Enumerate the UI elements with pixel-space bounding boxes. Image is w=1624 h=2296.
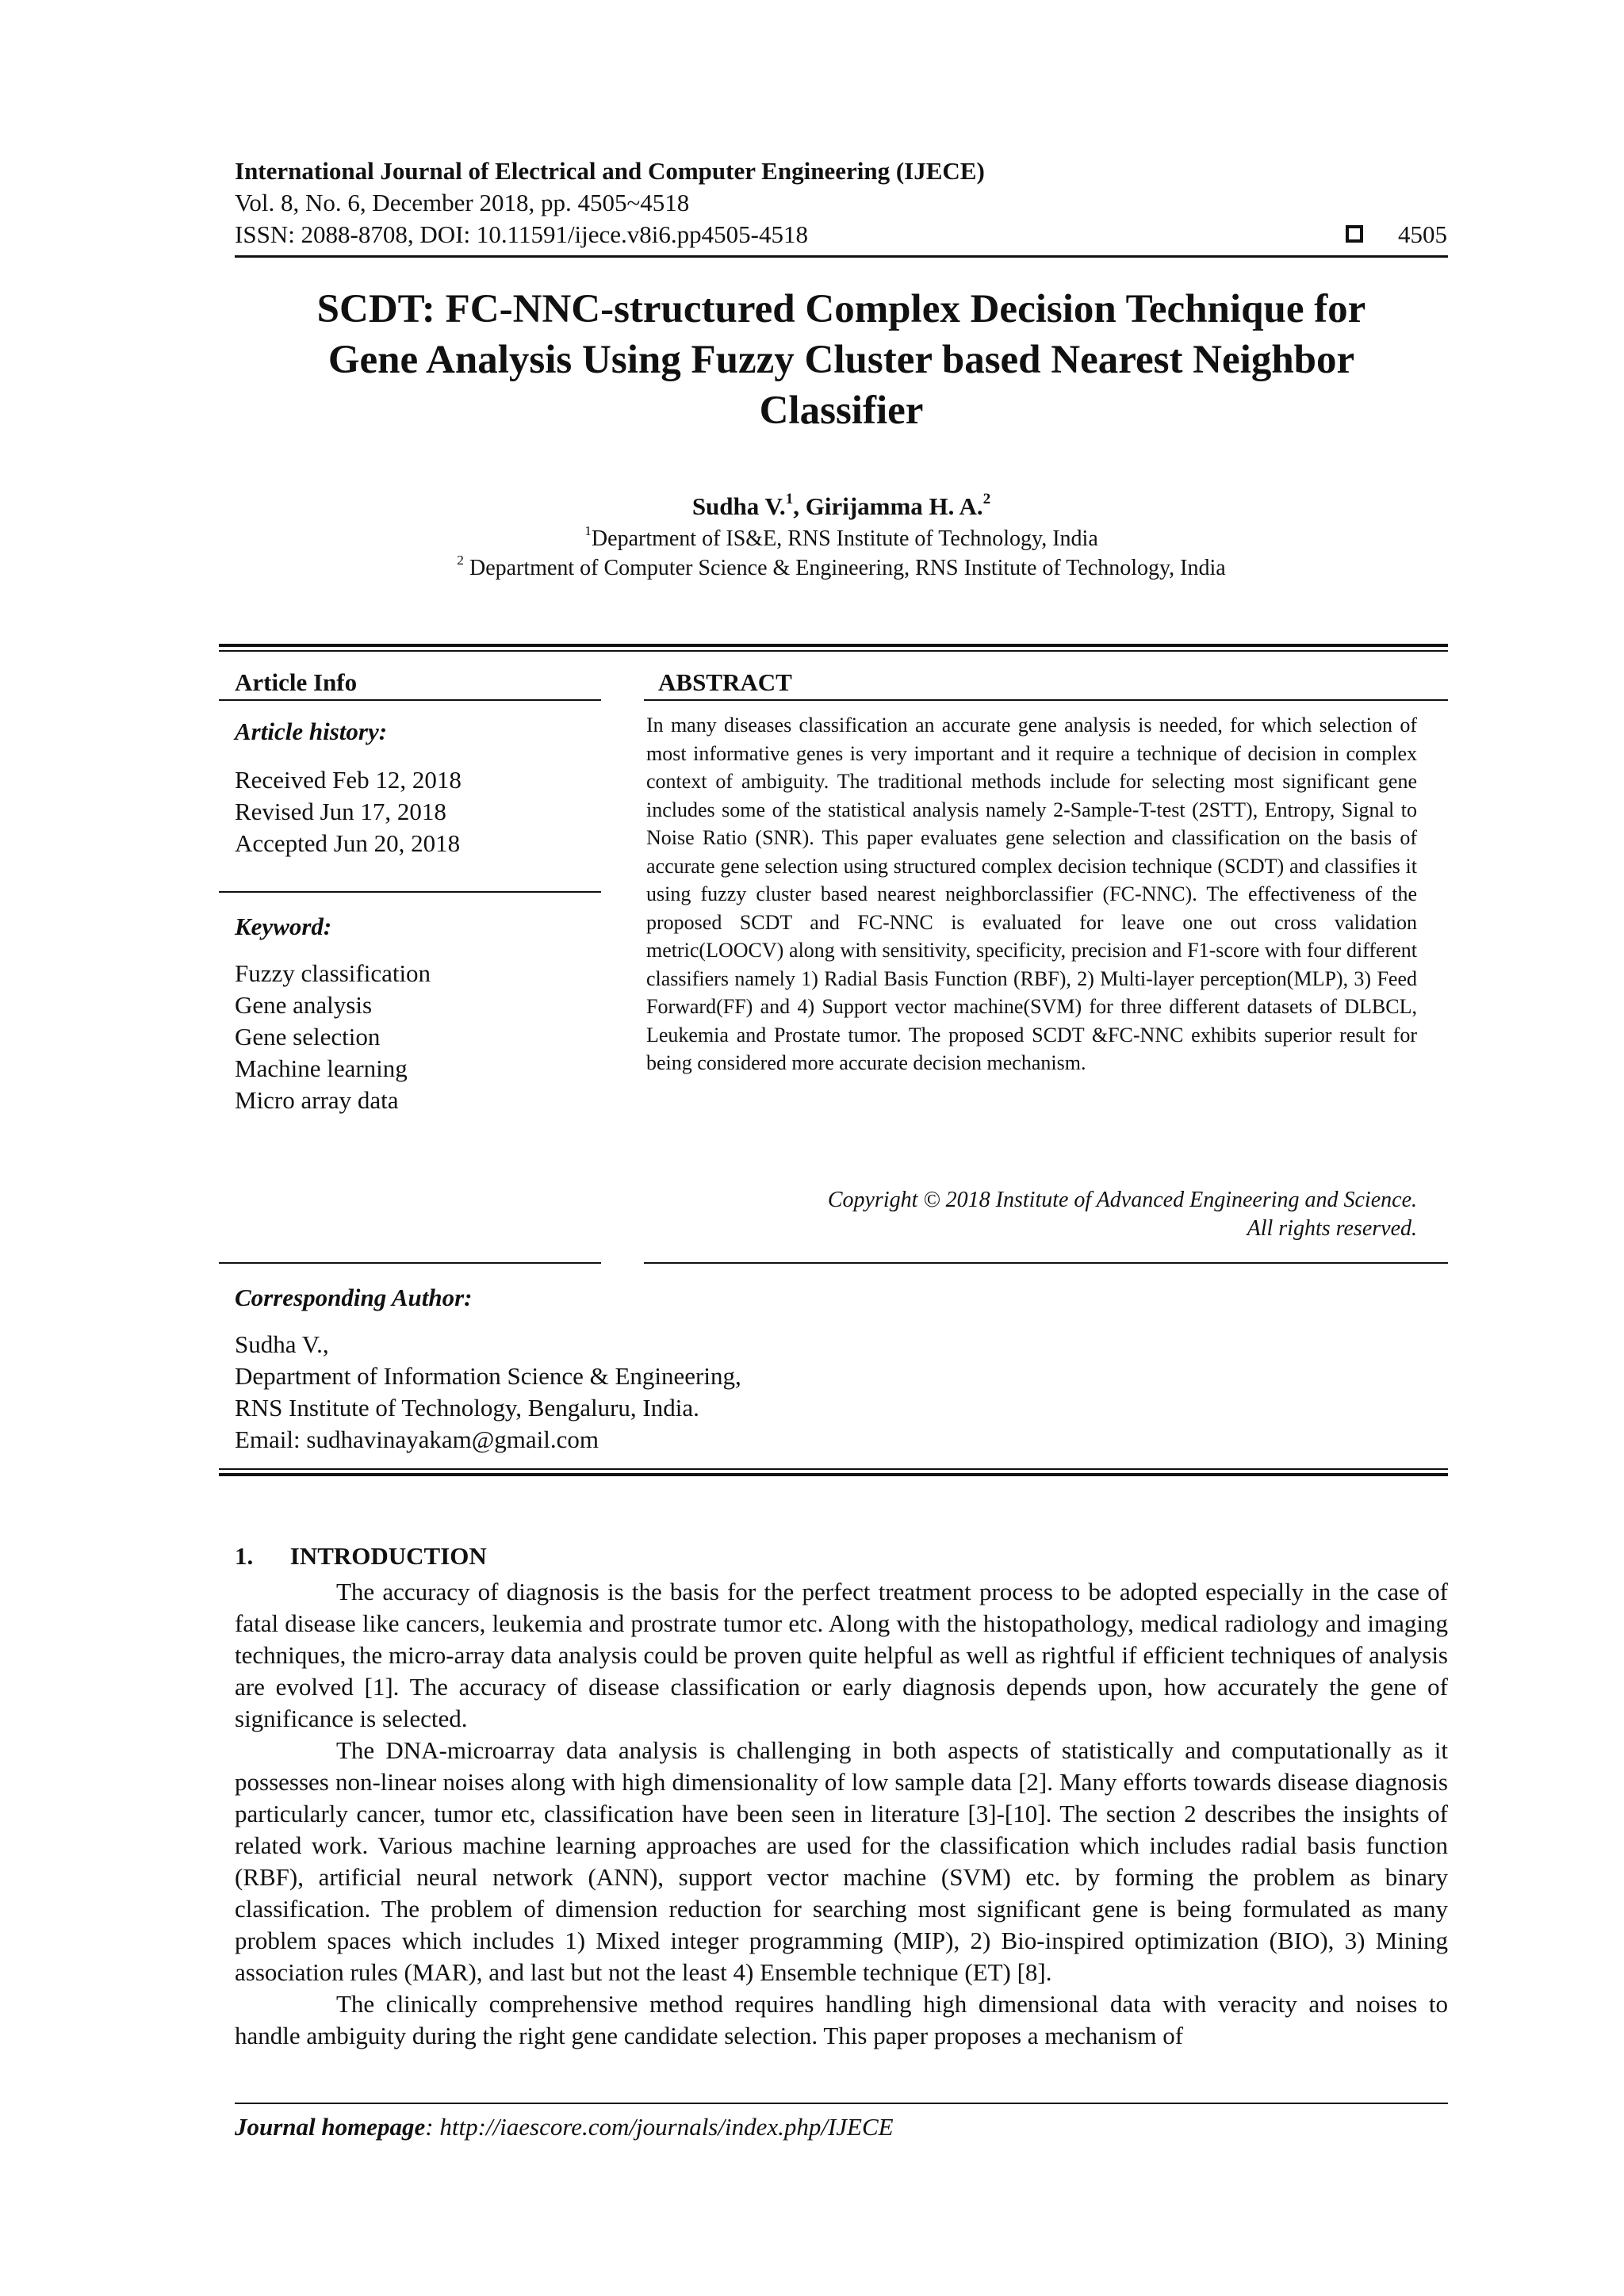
article-history [235, 764, 462, 859]
author-name: Girijamma H. A. [805, 492, 983, 520]
title-line: Gene Analysis Using Fuzzy Cluster based Nearest Neighbor [327, 338, 1355, 382]
article-history-heading: Article history: [235, 718, 388, 745]
header-rule [235, 255, 1448, 258]
double-rule-top-thin [219, 650, 1448, 652]
page-number-block [1346, 220, 1447, 250]
corresponding-line: RNS Institute of Technology, Bengaluru, India. [235, 1394, 699, 1422]
affiliation: $^2$ Department of Computer Science & Engineering, RNS Institute of Technology, India [457, 553, 1226, 580]
history-entry: Received Feb 12, 2018 [235, 766, 462, 794]
square-bullet-icon [1346, 225, 1363, 243]
volume-line: Vol. 8, No. 6, December 2018, pp. 4505~4518 [235, 189, 690, 216]
abstract-bottom-rule [644, 1262, 1448, 1264]
issn-line: ISSN: 2088-8708, DOI: 10.11591/ijece.v8i6.pp4505-4518 [235, 220, 808, 248]
corresponding-email: Email: sudhavinayakam@gmail.com [235, 1425, 599, 1453]
author-list: Sudha V.$^1$, Girijamma H. A.$^2$ [691, 490, 991, 520]
journal-homepage-link[interactable]: http://iaescore.com/journals/index.php/IJECE [439, 2113, 894, 2141]
keyword: Gene selection [235, 1023, 381, 1050]
abstract-rule [644, 699, 1448, 701]
double-rule-bottom-thin [219, 1468, 1448, 1470]
affiliation: $^1$Department of IS&E, RNS Institute of Technology, India [584, 523, 1098, 551]
footer-rule [235, 2103, 1448, 2104]
journal-homepage: Journal homepage: http://iaescore.com/journals/index.php/IJECE [235, 2113, 894, 2141]
paragraph: The accuracy of diagnosis is the basis for the perfect treatment process to be adopted especially in the case of fatal disease like cancers, leukemia and prostrate tumor etc. Along with the histopathology, medical radiology and imaging techniques, the micro-array data analysis could be proven quite helpful as well as rightful if efficient techniques of analysis are evolved [1]. The accuracy of disease classification or early diagnosis depends upon, how accurately the gene of significance is selected. [235, 1578, 1448, 1732]
history-keyword-rule [219, 891, 601, 893]
title-line: Classifier [759, 388, 924, 433]
abstract-heading: ABSTRACT [658, 668, 792, 696]
introduction-body [235, 1576, 1448, 2052]
corresponding-line: Department of Information Science & Engineering, [235, 1362, 741, 1390]
keyword: Micro array data [235, 1086, 399, 1114]
article-info-bottom-rule [219, 1262, 601, 1264]
article-info-heading: Article Info [235, 668, 358, 696]
author-affil-marker: 1 [785, 490, 794, 507]
author-affil-marker: 2 [982, 490, 991, 507]
title-line: SCDT: FC-NNC-structured Complex Decision Technique for [316, 287, 1366, 331]
footer-label: Journal homepage [235, 2113, 426, 2141]
double-rule-bottom [219, 1473, 1448, 1476]
abstract-text: In many diseases classification an accurate gene analysis is needed, for which selection of most informative genes is very important and it require a technique of decision in complex context of ambiguity. The traditional methods include for selecting most significant gene includes some of the statistical analysis namely 2-Sample-T-test (2STT), Entropy, Signal to Noise Ratio (SNR). This paper evaluates gene selection and classification on the basis of accurate gene selection using structured complex decision technique (SCDT) and classifies it using fuzzy cluster based nearest neighborclassifier (FC-NNC). The effectiveness of the proposed SCDT and FC-NNC is evaluated for leave one out cross validation metric(LOOCV) along with sensitivity, specificity, precision and F1-score with four different classifiers namely 1) Radial Basis Function (RBF), 2) Multi-layer perception(MLP), 3) Feed Forward(FF) and 4) Support vector machine(SVM) for three different datasets of DLBCL, Leukemia and Prostate tumor. The proposed SCDT &FC-NNC exhibits superior result for being considered more accurate decision mechanism. [646, 714, 1417, 1074]
keyword-list [235, 958, 431, 1116]
double-rule-top [219, 644, 1448, 647]
copyright-notice: Copyright © 2018 Institute of Advanced Engineering and Science. All rights reserved. [827, 1188, 1417, 1241]
corresponding-author-details [235, 1329, 741, 1456]
paragraph: The clinically comprehensive method requires handling high dimensional data with veracity and noises to handle ambiguity during the right gene candidate selection. This paper proposes a mechanism of [235, 1990, 1448, 2049]
corresponding-author-heading: Corresponding Author: [235, 1284, 473, 1311]
history-entry: Revised Jun 17, 2018 [235, 798, 446, 825]
keyword-heading: Keyword: [235, 913, 332, 940]
author-name: Sudha V. [691, 492, 786, 520]
keyword: Gene analysis [235, 991, 373, 1019]
corresponding-line: Sudha V., [235, 1330, 329, 1358]
journal-name: International Journal of Electrical and Computer Engineering (IJECE) [235, 157, 985, 185]
introduction-heading: 1. INTRODUCTION [235, 1542, 487, 1570]
history-entry: Accepted Jun 20, 2018 [235, 829, 461, 857]
keyword: Fuzzy classification [235, 959, 431, 987]
paragraph: The DNA-microarray data analysis is challenging in both aspects of statistically and computationally as it possesses non-linear noises along with high dimensionality of low sample data [2]. Many efforts towards disease diagnosis particularly cancer, tumor etc, classification have been seen in literature [3]-[10]. The section 2 describes the insights of related work. Various machine learning approaches are used for the classification which includes radial basis function (RBF), artificial neural network (ANN), support vector machine (SVM) etc. by forming the problem as binary classification. The problem of dimension reduction for searching most significant gene is being formulated as many problem spaces which includes 1) Mixed integer programming (MIP), 2) Bio-inspired optimization (BIO), 3) Mining association rules (MAR), and last but not the least 4) Ensemble technique (ET) [8]. [235, 1736, 1448, 1986]
page-number: 4505 [1398, 220, 1447, 248]
article-info-rule [219, 699, 601, 701]
keyword: Machine learning [235, 1054, 408, 1082]
paper-title [235, 284, 1448, 436]
